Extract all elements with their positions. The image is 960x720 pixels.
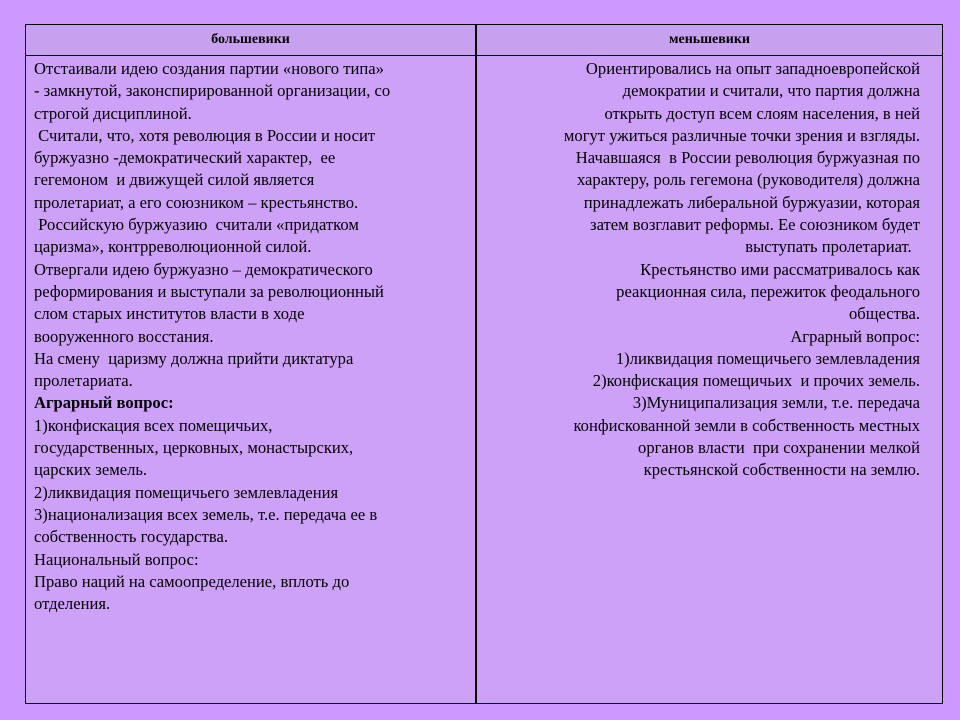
text-line: характеру, роль гегемона (руководителя) должна	[576, 170, 920, 190]
text-line: Аграрный вопрос:	[790, 326, 920, 346]
text-line: собственность государства.	[34, 527, 228, 547]
agrarian-question-heading: Аграрный вопрос:	[34, 393, 174, 413]
text-line: выступать пролетариат.	[745, 237, 920, 257]
text-line: открыть доступ всем слоям населения, в ней	[604, 103, 920, 123]
text-line: принадлежать либеральной буржуазии, которая	[583, 192, 920, 212]
text-line: демократии и считали, что партия должна	[622, 81, 920, 101]
text-line: отделения.	[34, 594, 111, 614]
text-line: вооруженного восстания.	[34, 326, 214, 346]
text-line: Российскую буржуазию считали «придатком	[34, 215, 359, 235]
header-bolsheviks: большевики	[26, 25, 476, 56]
text-line: 2)ликвидация помещичьего землевладения	[34, 482, 339, 502]
text-line: слом старых институтов власти в ходе	[34, 304, 305, 324]
text-line: Отстаивали идею создания партии «нового типа»	[34, 59, 384, 78]
text-line: 3)Муниципализация земли, т.е. передача	[632, 393, 920, 413]
text-line: Национальный вопрос:	[34, 549, 199, 569]
text-line: 1)ликвидация помещичьего землевладения	[615, 348, 920, 368]
text-line: 3)национализация всех земель, т.е. передача ее в	[34, 504, 378, 524]
text-line: реакционная сила, пережиток феодального	[616, 281, 920, 301]
text-line: Крестьянство ими рассматривалось как	[640, 259, 920, 279]
text-line: На смену царизму должна прийти диктатура	[34, 348, 354, 368]
text-line: 2)конфискация помещичьих и прочих земель.	[592, 371, 920, 391]
header-mensheviks: меньшевики	[476, 25, 942, 56]
text-line: Отвергали идею буржуазно – демократического	[34, 259, 373, 279]
text-line: Считали, что, хотя революция в России и носит	[34, 125, 376, 145]
cell-bolsheviks	[26, 56, 476, 703]
text-line: органов власти при сохранении мелкой	[638, 438, 920, 458]
text-line: пролетариат, а его союзником – крестьянство.	[34, 192, 359, 212]
text-line: реформирования и выступали за революционный	[34, 281, 384, 301]
text-line: царских земель.	[34, 460, 148, 480]
cell-mensheviks	[476, 56, 942, 703]
text-line: - замкнутой, законспирированной организации, со	[34, 81, 391, 101]
text-line: строгой дисциплиной.	[34, 103, 192, 123]
text-line: общества.	[848, 304, 920, 324]
text-line: Право наций на самоопределение, вплоть до	[34, 571, 350, 591]
text-line: крестьянской собственности на землю.	[643, 460, 920, 480]
text-line: пролетариата.	[34, 371, 133, 391]
text-line: буржуазно -демократический характер, ее	[34, 148, 336, 168]
text-line: могут ужиться различные точки зрения и взгляды.	[563, 125, 920, 145]
text-line: гегемоном и движущей силой является	[34, 170, 315, 190]
text-line: Начавшаяся в России революция буржуазная по	[575, 148, 920, 168]
text-line: конфискованной земли в собственность местных	[573, 415, 920, 435]
text-line: государственных, церковных, монастырских,	[34, 438, 354, 458]
text-line: 1)конфискация всех помещичьих,	[34, 415, 273, 435]
text-line: затем возглавит реформы. Ее союзником будет	[590, 215, 920, 235]
comparison-table	[25, 24, 943, 704]
text-line: царизма», контрреволюционной силой.	[34, 237, 312, 257]
text-line: Ориентировались на опыт западноевропейской	[585, 59, 920, 78]
